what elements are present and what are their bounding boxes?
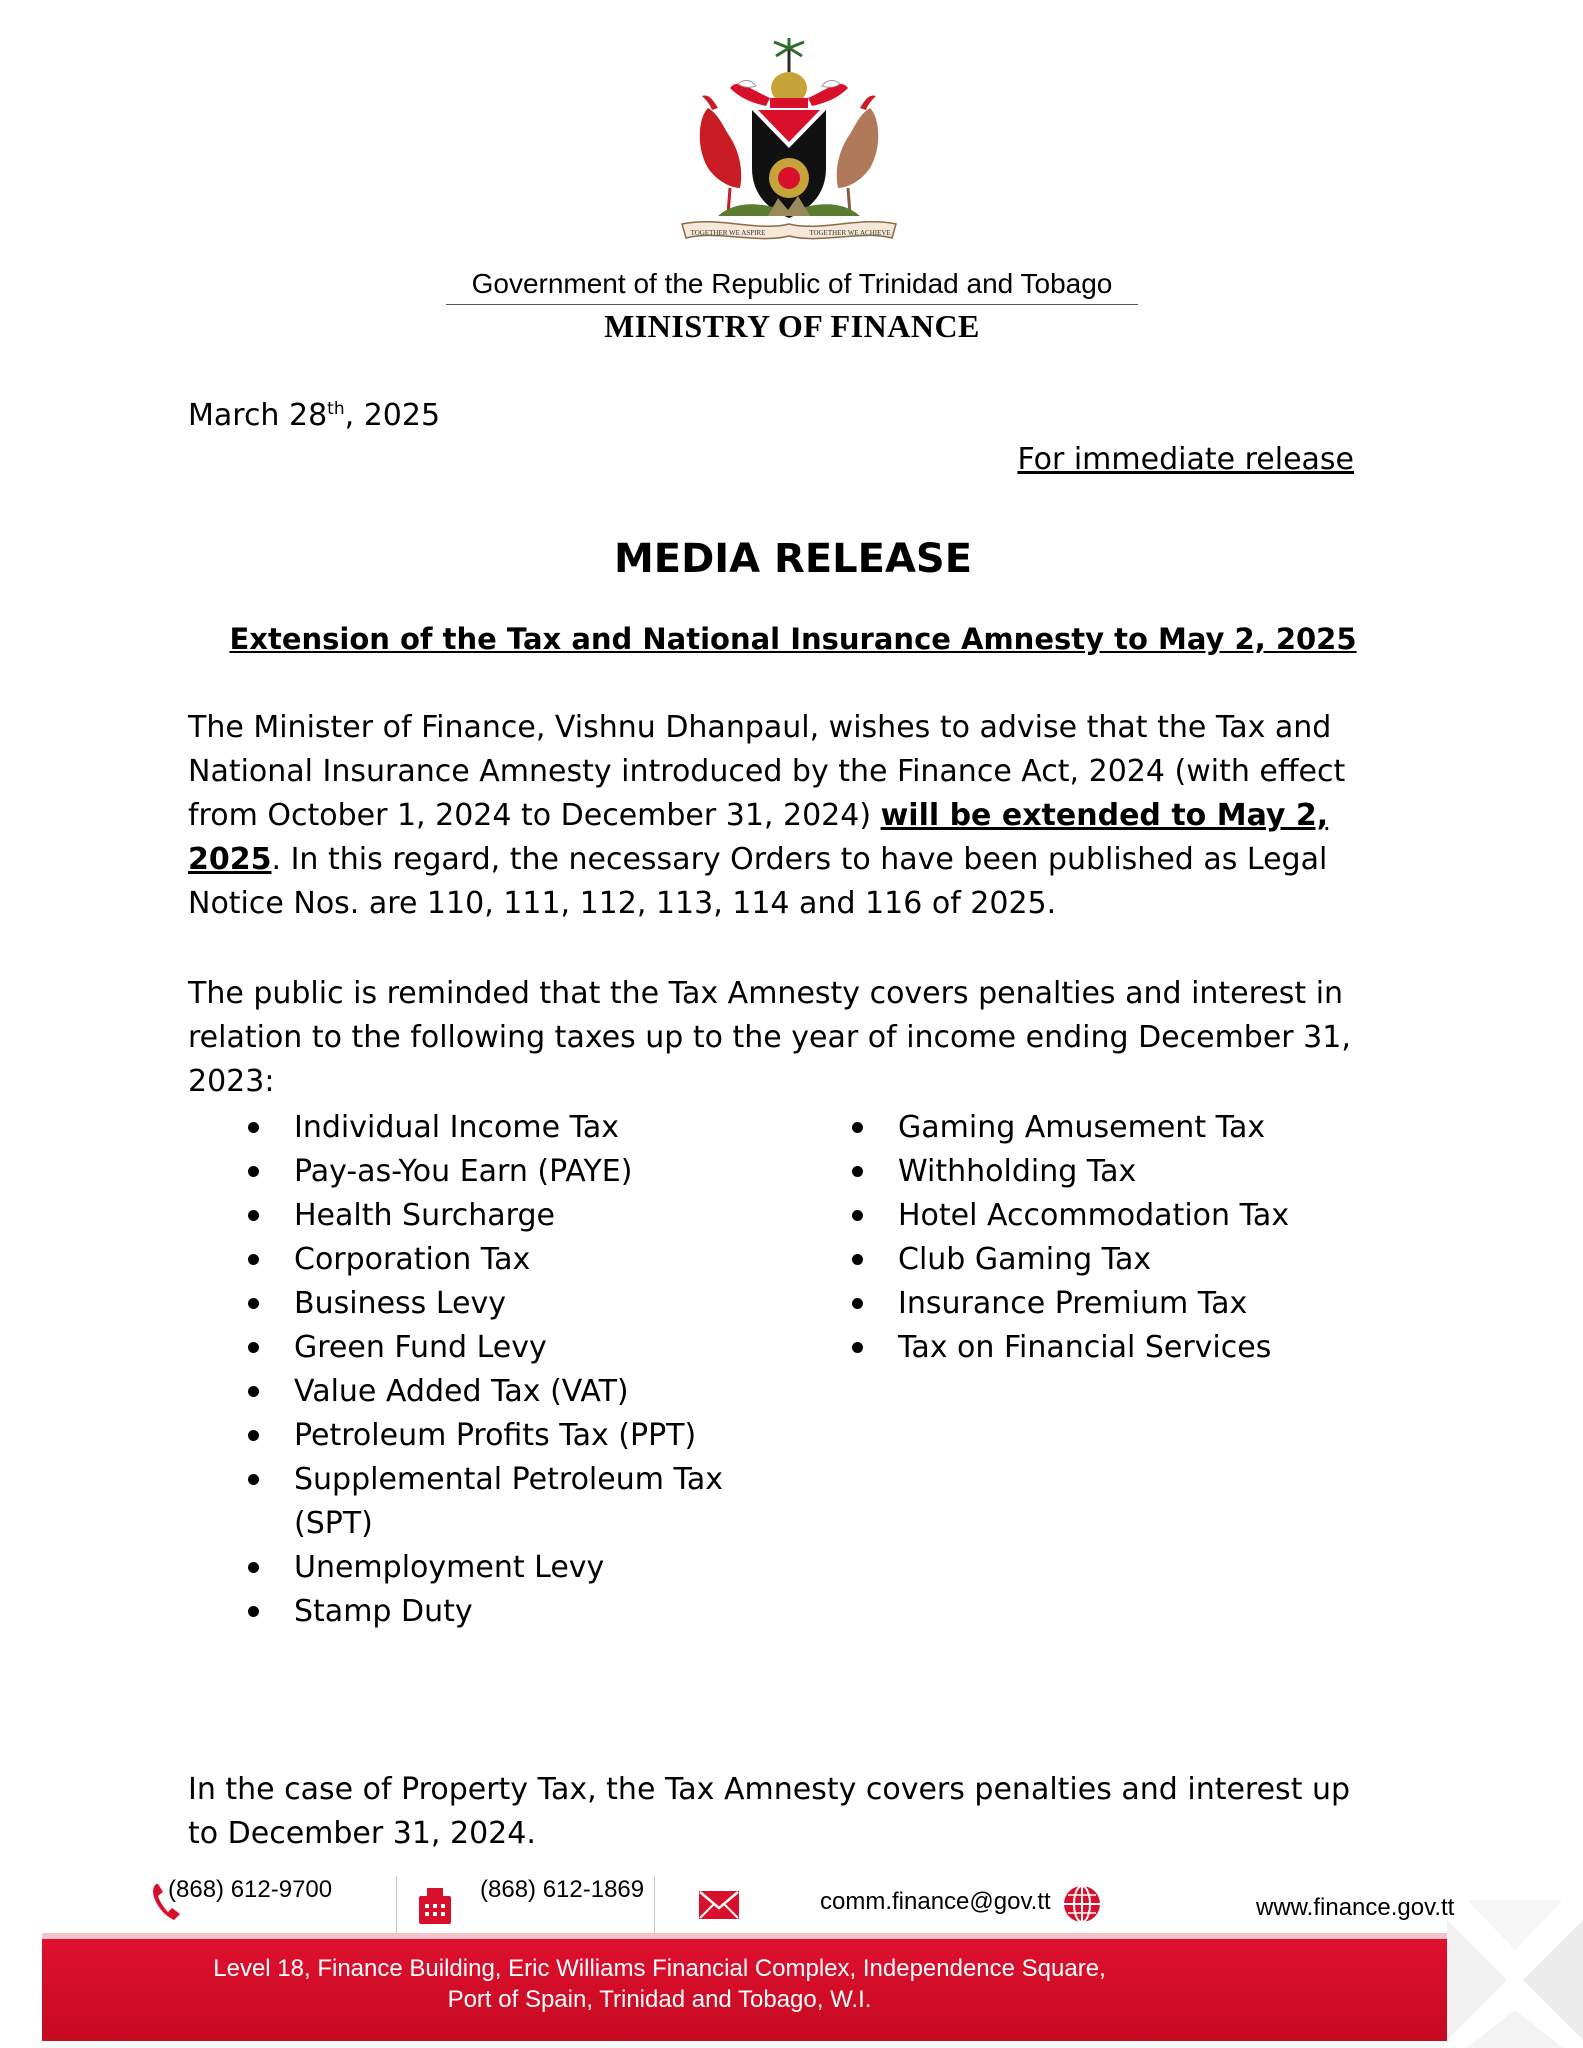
corner-decoration: [1447, 1900, 1583, 2048]
mail-icon: [698, 1890, 740, 1920]
list-item: Green Fund Levy: [188, 1326, 748, 1370]
list-item: Tax on Financial Services: [792, 1326, 1392, 1370]
list-item: Withholding Tax: [792, 1150, 1392, 1194]
footer-divider: [654, 1876, 655, 1936]
fax-icon: [415, 1886, 455, 1926]
document-subject: Extension of the Tax and National Insurance Amnesty to May 2, 2025: [229, 622, 1357, 656]
date-month-day: March 28: [188, 398, 328, 433]
paragraph-extension: [188, 706, 1388, 926]
date-suffix: th: [327, 399, 345, 419]
globe-icon: [1062, 1884, 1102, 1924]
paragraph-reminder: The public is reminded that the Tax Amnesty covers penalties and interest in relation to the following taxes up to the year of income ending December 31, 2023:: [188, 976, 1351, 1099]
list-item: Stamp Duty: [188, 1590, 748, 1634]
list-item: Business Levy: [188, 1282, 748, 1326]
email-address: comm.finance@gov.tt: [820, 1888, 1051, 1915]
address-line-1: Level 18, Finance Building, Eric Williams Financial Complex, Independence Square,: [213, 1955, 1106, 1982]
svg-text:TOGETHER WE ASPIRE: TOGETHER WE ASPIRE: [690, 229, 766, 237]
ministry-name: MINISTRY OF FINANCE: [604, 308, 980, 344]
list-item: Insurance Premium Tax: [792, 1282, 1392, 1326]
list-item: Gaming Amusement Tax: [792, 1106, 1392, 1150]
list-item: Club Gaming Tax: [792, 1238, 1392, 1282]
paragraph-extension-text-2: . In this regard, the necessary Orders to have been published as Legal Notice Nos. are 110, 111, 112, 113, 114 and 116 of 2025.: [188, 842, 1328, 921]
release-date: [188, 398, 440, 433]
footer-address: [42, 1953, 1277, 2015]
tax-list-left: [188, 1106, 748, 1634]
list-item: Pay-as-You Earn (PAYE): [188, 1150, 748, 1194]
phone-number: (868) 612-9700: [168, 1876, 333, 1903]
coat-of-arms-emblem: [678, 38, 900, 250]
document-title: MEDIA RELEASE: [613, 536, 973, 582]
fax-number: (868) 612-1869: [480, 1876, 645, 1903]
website-url: www.finance.gov.tt: [1256, 1894, 1455, 1921]
tax-list-right: [792, 1106, 1392, 1370]
paragraph-extension-emphasis: will be extended to May 2, 2025: [188, 798, 1329, 877]
list-item: Individual Income Tax: [188, 1106, 748, 1150]
date-year: , 2025: [344, 398, 441, 433]
svg-text:TOGETHER WE ACHIEVE: TOGETHER WE ACHIEVE: [809, 229, 891, 237]
paragraph-extension-text-1: The Minister of Finance, Vishnu Dhanpaul, wishes to advise that the Tax and National Insurance Amnesty introduced by the Finance Act, 2024 (with effect from October 1, 2024 to December 31, 2024): [188, 710, 1346, 833]
paragraph-property-tax: In the case of Property Tax, the Tax Amnesty covers penalties and interest up to December 31, 2024.: [188, 1772, 1351, 1851]
footer-divider: [396, 1876, 397, 1936]
list-item: Hotel Accommodation Tax: [792, 1194, 1392, 1238]
list-item: Health Surcharge: [188, 1194, 748, 1238]
government-name: Government of the Republic of Trinidad and Tobago: [446, 268, 1138, 305]
immediate-release-note: For immediate release: [1017, 442, 1354, 477]
list-item: Unemployment Levy: [188, 1546, 748, 1590]
list-item: Supplemental Petroleum Tax (SPT): [188, 1458, 748, 1546]
list-item: Value Added Tax (VAT): [188, 1370, 748, 1414]
list-item: Petroleum Profits Tax (PPT): [188, 1414, 748, 1458]
list-item: Corporation Tax: [188, 1238, 748, 1282]
address-line-2: Port of Spain, Trinidad and Tobago, W.I.: [447, 1986, 872, 2013]
